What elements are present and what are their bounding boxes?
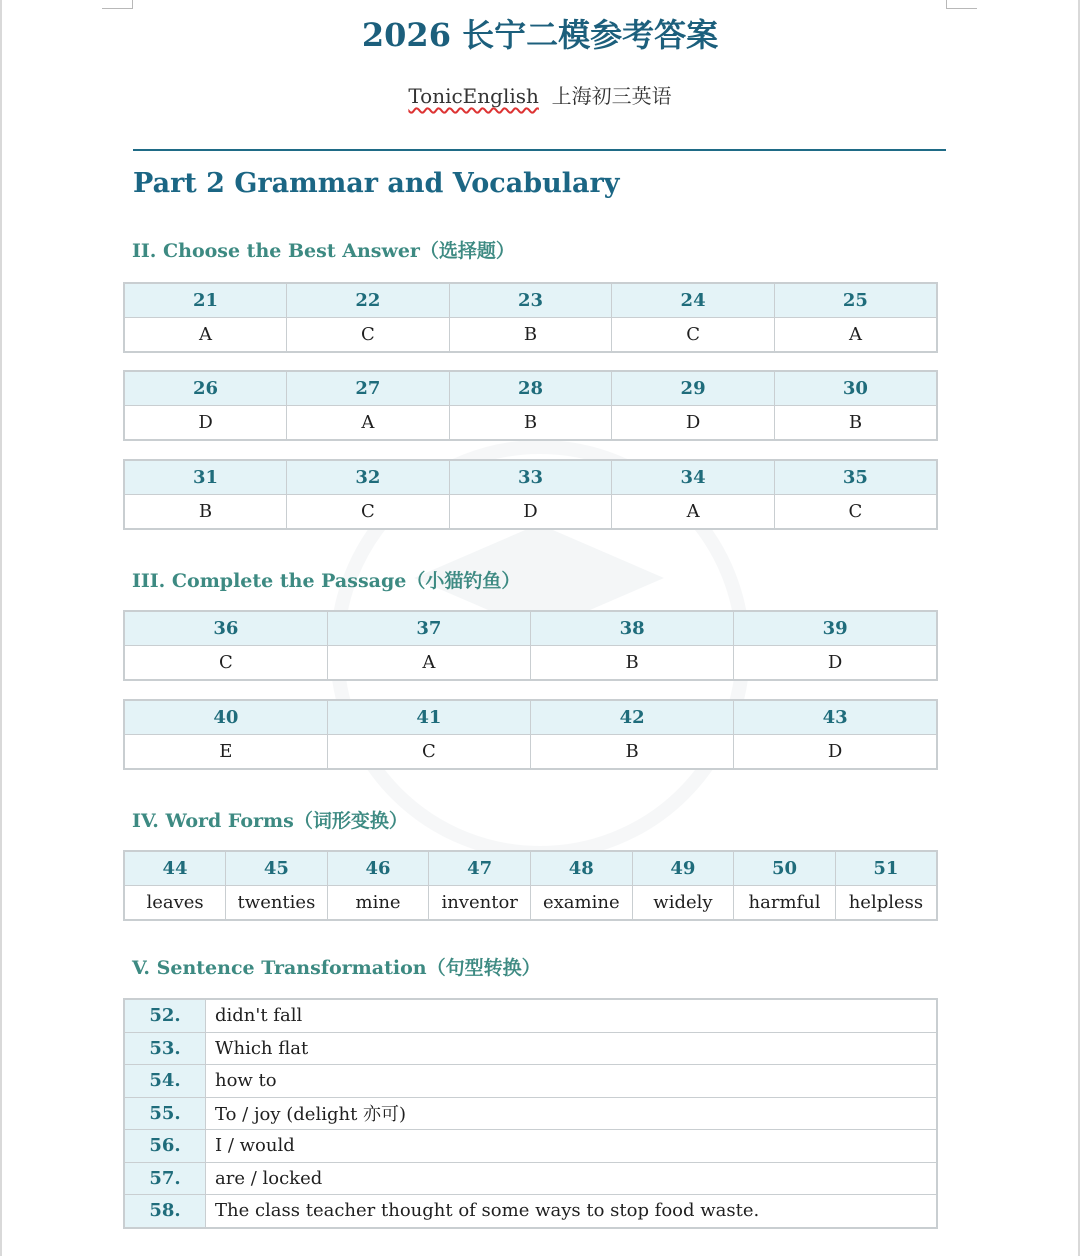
answer-value: mine [327, 886, 429, 921]
answer-text: didn't fall [206, 999, 938, 1032]
answer-value: C [287, 495, 450, 530]
answer-value: C [287, 318, 450, 353]
answer-text: I / would [206, 1130, 938, 1163]
table-row [124, 1162, 937, 1195]
question-number: 49 [632, 851, 734, 886]
question-number: 36 [124, 611, 327, 646]
page-subtitle [0, 80, 1080, 109]
answer-value: C [612, 318, 775, 353]
question-number: 32 [287, 460, 450, 495]
answer-table-26-30 [123, 370, 938, 441]
answer-value: E [124, 735, 327, 770]
question-number: 22 [287, 283, 450, 318]
title-divider [133, 149, 946, 151]
answer-value: D [734, 646, 937, 681]
question-number: 55. [124, 1097, 206, 1130]
section-title-passage: III. Complete the Passage（小猫钓鱼） [132, 570, 521, 592]
table-row [124, 1195, 937, 1228]
table-row [124, 1065, 937, 1098]
answer-table-31-35 [123, 459, 938, 530]
table-row [124, 1130, 937, 1163]
question-number: 40 [124, 700, 327, 735]
transformation-table [123, 998, 938, 1229]
subtitle-text: 上海初三英语 [551, 84, 672, 108]
question-number: 37 [327, 611, 530, 646]
question-number: 47 [429, 851, 531, 886]
crop-mark-right [946, 0, 977, 9]
answer-value: C [124, 646, 327, 681]
question-number: 33 [449, 460, 612, 495]
question-number: 29 [612, 371, 775, 406]
question-number: 48 [531, 851, 633, 886]
question-number: 43 [734, 700, 937, 735]
table-row [124, 999, 937, 1032]
question-number: 51 [835, 851, 937, 886]
answer-value: twenties [226, 886, 328, 921]
answer-value: leaves [124, 886, 226, 921]
question-number: 56. [124, 1130, 206, 1163]
question-number: 41 [327, 700, 530, 735]
question-number: 23 [449, 283, 612, 318]
question-number: 45 [226, 851, 328, 886]
question-number: 57. [124, 1162, 206, 1195]
question-number: 54. [124, 1065, 206, 1098]
section-title-choose: II. Choose the Best Answer（选择题） [132, 240, 515, 262]
question-number: 39 [734, 611, 937, 646]
answer-text: how to [206, 1065, 938, 1098]
section-title-word-forms: IV. Word Forms（词形变换） [132, 810, 408, 832]
question-number: 58. [124, 1195, 206, 1228]
answer-value: A [287, 406, 450, 441]
answer-value: widely [632, 886, 734, 921]
question-number: 25 [774, 283, 937, 318]
answer-value: C [774, 495, 937, 530]
question-number: 50 [734, 851, 836, 886]
question-number: 31 [124, 460, 287, 495]
answer-table-36-39 [123, 610, 938, 681]
question-number: 26 [124, 371, 287, 406]
answer-text: are / locked [206, 1162, 938, 1195]
answer-value: inventor [429, 886, 531, 921]
answer-value: B [449, 406, 612, 441]
crop-mark-left [102, 0, 133, 9]
answer-value: C [327, 735, 530, 770]
section-title-transformation: V. Sentence Transformation（句型转换） [132, 957, 541, 979]
answer-text: The class teacher thought of some ways to stop food waste. [206, 1195, 938, 1228]
table-row [124, 1032, 937, 1065]
answer-text: To / joy (delight 亦可) [206, 1097, 938, 1130]
part-title: Part 2 Grammar and Vocabulary [133, 168, 620, 199]
answer-value: harmful [734, 886, 836, 921]
question-number: 28 [449, 371, 612, 406]
answer-table-44-51 [123, 850, 938, 921]
page-title: 2026 长宁二模参考答案 [361, 16, 719, 54]
answer-table-21-25 [123, 282, 938, 353]
answer-value: examine [531, 886, 633, 921]
answer-value: A [774, 318, 937, 353]
answer-value: D [449, 495, 612, 530]
question-number: 35 [774, 460, 937, 495]
question-number: 53. [124, 1032, 206, 1065]
question-number: 24 [612, 283, 775, 318]
answer-value: B [531, 735, 734, 770]
question-number: 42 [531, 700, 734, 735]
answer-value: A [327, 646, 530, 681]
answer-value: D [612, 406, 775, 441]
answer-value: D [734, 735, 937, 770]
answer-value: D [124, 406, 287, 441]
answer-value: helpless [835, 886, 937, 921]
question-number: 30 [774, 371, 937, 406]
question-number: 44 [124, 851, 226, 886]
answer-table-40-43 [123, 699, 938, 770]
brand-name: TonicEnglish [408, 84, 539, 108]
answer-value: B [774, 406, 937, 441]
answer-value: B [124, 495, 287, 530]
answer-value: A [124, 318, 287, 353]
page-edge-left [0, 0, 2, 1256]
question-number: 52. [124, 999, 206, 1032]
answer-value: B [531, 646, 734, 681]
question-number: 21 [124, 283, 287, 318]
answer-value: A [612, 495, 775, 530]
table-row [124, 1097, 937, 1130]
question-number: 38 [531, 611, 734, 646]
answer-value: B [449, 318, 612, 353]
question-number: 27 [287, 371, 450, 406]
answer-text: Which flat [206, 1032, 938, 1065]
question-number: 34 [612, 460, 775, 495]
question-number: 46 [327, 851, 429, 886]
